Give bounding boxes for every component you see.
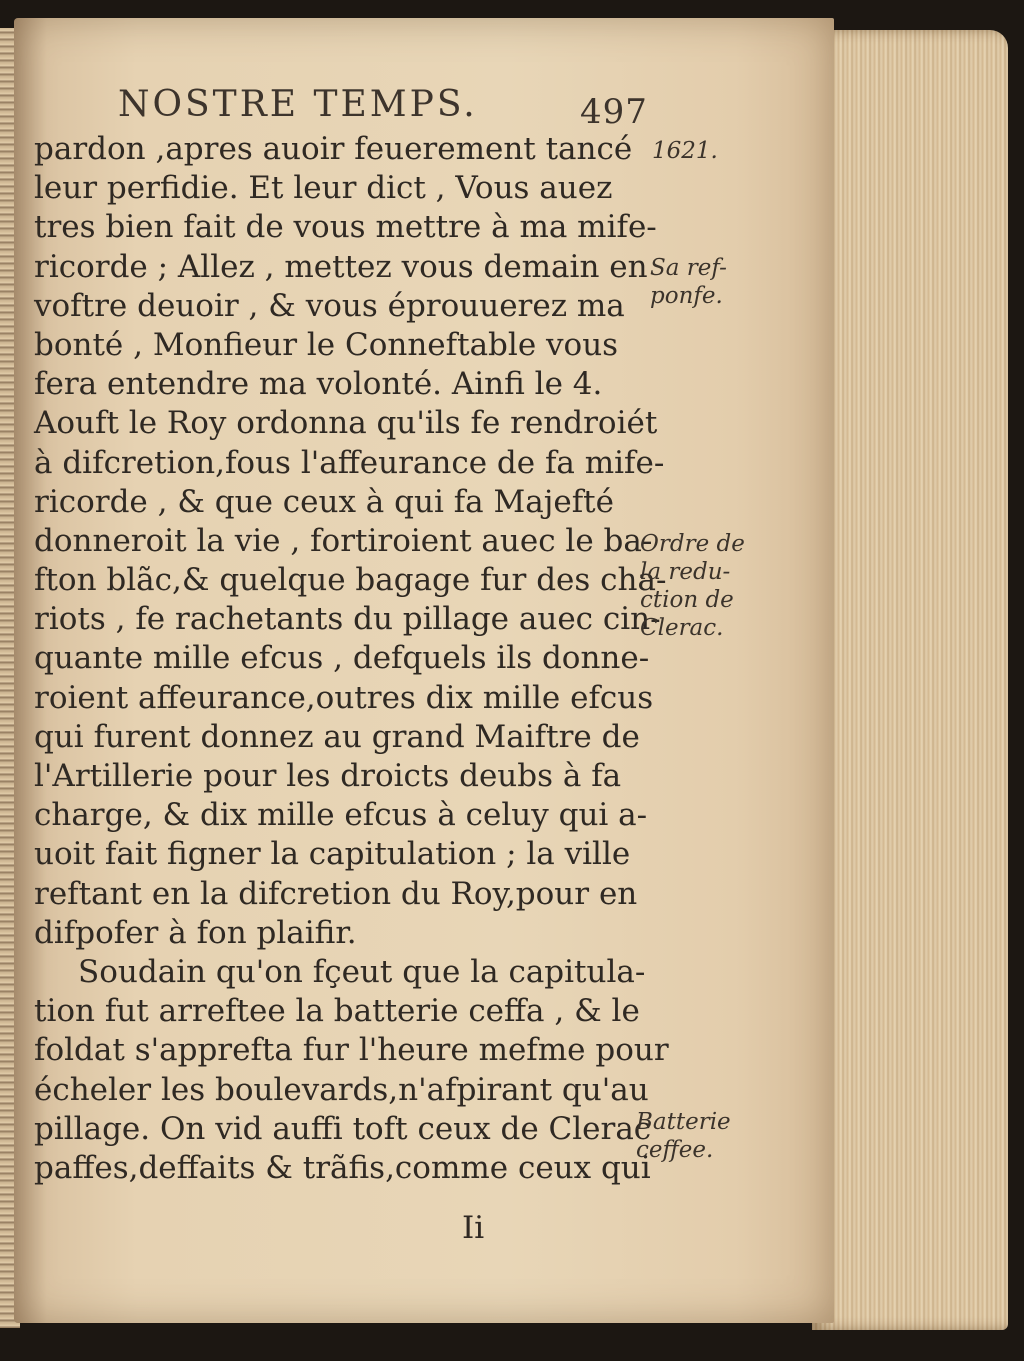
text-line: charge, & dix mille efcus à celuy qui a- bbox=[34, 797, 648, 834]
text-line: qui furent donnez au grand Maiftre de bbox=[34, 718, 640, 755]
text-line: difpofer à fon plaifir. bbox=[34, 914, 357, 951]
text-line: tres bien fait de vous mettre à ma mife- bbox=[34, 209, 657, 246]
text-line: roient affeurance,outres dix mille efcus bbox=[34, 679, 654, 716]
margin-note-order bbox=[640, 530, 745, 642]
text-line: ricorde , & que ceux à qui fa Majefté bbox=[34, 483, 614, 520]
margin-note-line: ction de bbox=[640, 587, 734, 613]
margin-note-line: Sa ref- bbox=[650, 255, 727, 281]
margin-note-line: Ordre de bbox=[640, 531, 745, 557]
text-line: fera entendre ma volonté. Ainfi le 4. bbox=[34, 366, 603, 403]
text-line: Aouft le Roy ordonna qu'ils fe rendroiét bbox=[34, 405, 658, 442]
text-line: foldat s'apprefta fur l'heure mefme pour bbox=[34, 1032, 669, 1069]
text-line: donneroit la vie , fortiroient auec le ba- bbox=[34, 522, 653, 559]
margin-note-battery bbox=[636, 1108, 731, 1164]
text-line: à difcretion,fous l'affeurance de fa mife- bbox=[34, 444, 665, 481]
margin-note-line: Batterie bbox=[636, 1109, 731, 1135]
text-line: l'Artillerie pour les droicts deubs à fa bbox=[34, 758, 622, 794]
page-edges bbox=[812, 30, 1008, 1330]
margin-note-line: Clerac. bbox=[640, 615, 724, 641]
text-line: tion fut arreftee la batterie ceffa , & le bbox=[34, 993, 640, 1030]
text-line: Soudain qu'on fçeut que la capitula- bbox=[78, 953, 646, 990]
margin-note-line: la redu- bbox=[640, 559, 731, 585]
body-text bbox=[34, 130, 669, 1188]
text-line: riots , fe rachetants du pillage auec cin- bbox=[34, 601, 661, 638]
text-line: reftant en la difcretion du Roy,pour en bbox=[34, 875, 638, 912]
text-line: fton blãc,& quelque bagage fur des cha- bbox=[34, 562, 667, 599]
margin-year: 1621. bbox=[652, 138, 718, 164]
text-line: écheler les boulevards,n'afpirant qu'au bbox=[34, 1071, 649, 1108]
page-header bbox=[118, 84, 658, 132]
text-line: voftre deuoir , & vous éprouuerez ma bbox=[34, 287, 625, 324]
text-line: paffes,deffaits & trãfis,comme ceux qui bbox=[34, 1149, 651, 1186]
margin-note-response bbox=[650, 254, 727, 310]
text-line: bonté , Monfieur le Conneftable vous bbox=[34, 326, 619, 363]
signature-mark: Ii bbox=[462, 1210, 485, 1246]
page-number: 497 bbox=[580, 92, 648, 132]
text-line: leur perfidie. Et leur dict , Vous auez bbox=[34, 170, 613, 207]
text-line: quante mille efcus , defquels ils donne- bbox=[34, 640, 650, 677]
text-line: uoit fait figner la capitulation ; la ville bbox=[34, 836, 631, 873]
text-line: ricorde ; Allez , mettez vous demain en bbox=[34, 248, 648, 285]
text-line: pardon ,apres auoir feuerement tancé bbox=[34, 131, 633, 167]
margin-note-line: ponfe. bbox=[650, 283, 723, 309]
running-title: NOSTRE TEMPS. bbox=[118, 84, 478, 125]
text-line: pillage. On vid auffi toft ceux de Clerac bbox=[34, 1110, 652, 1147]
margin-note-line: ceffee. bbox=[636, 1137, 714, 1163]
